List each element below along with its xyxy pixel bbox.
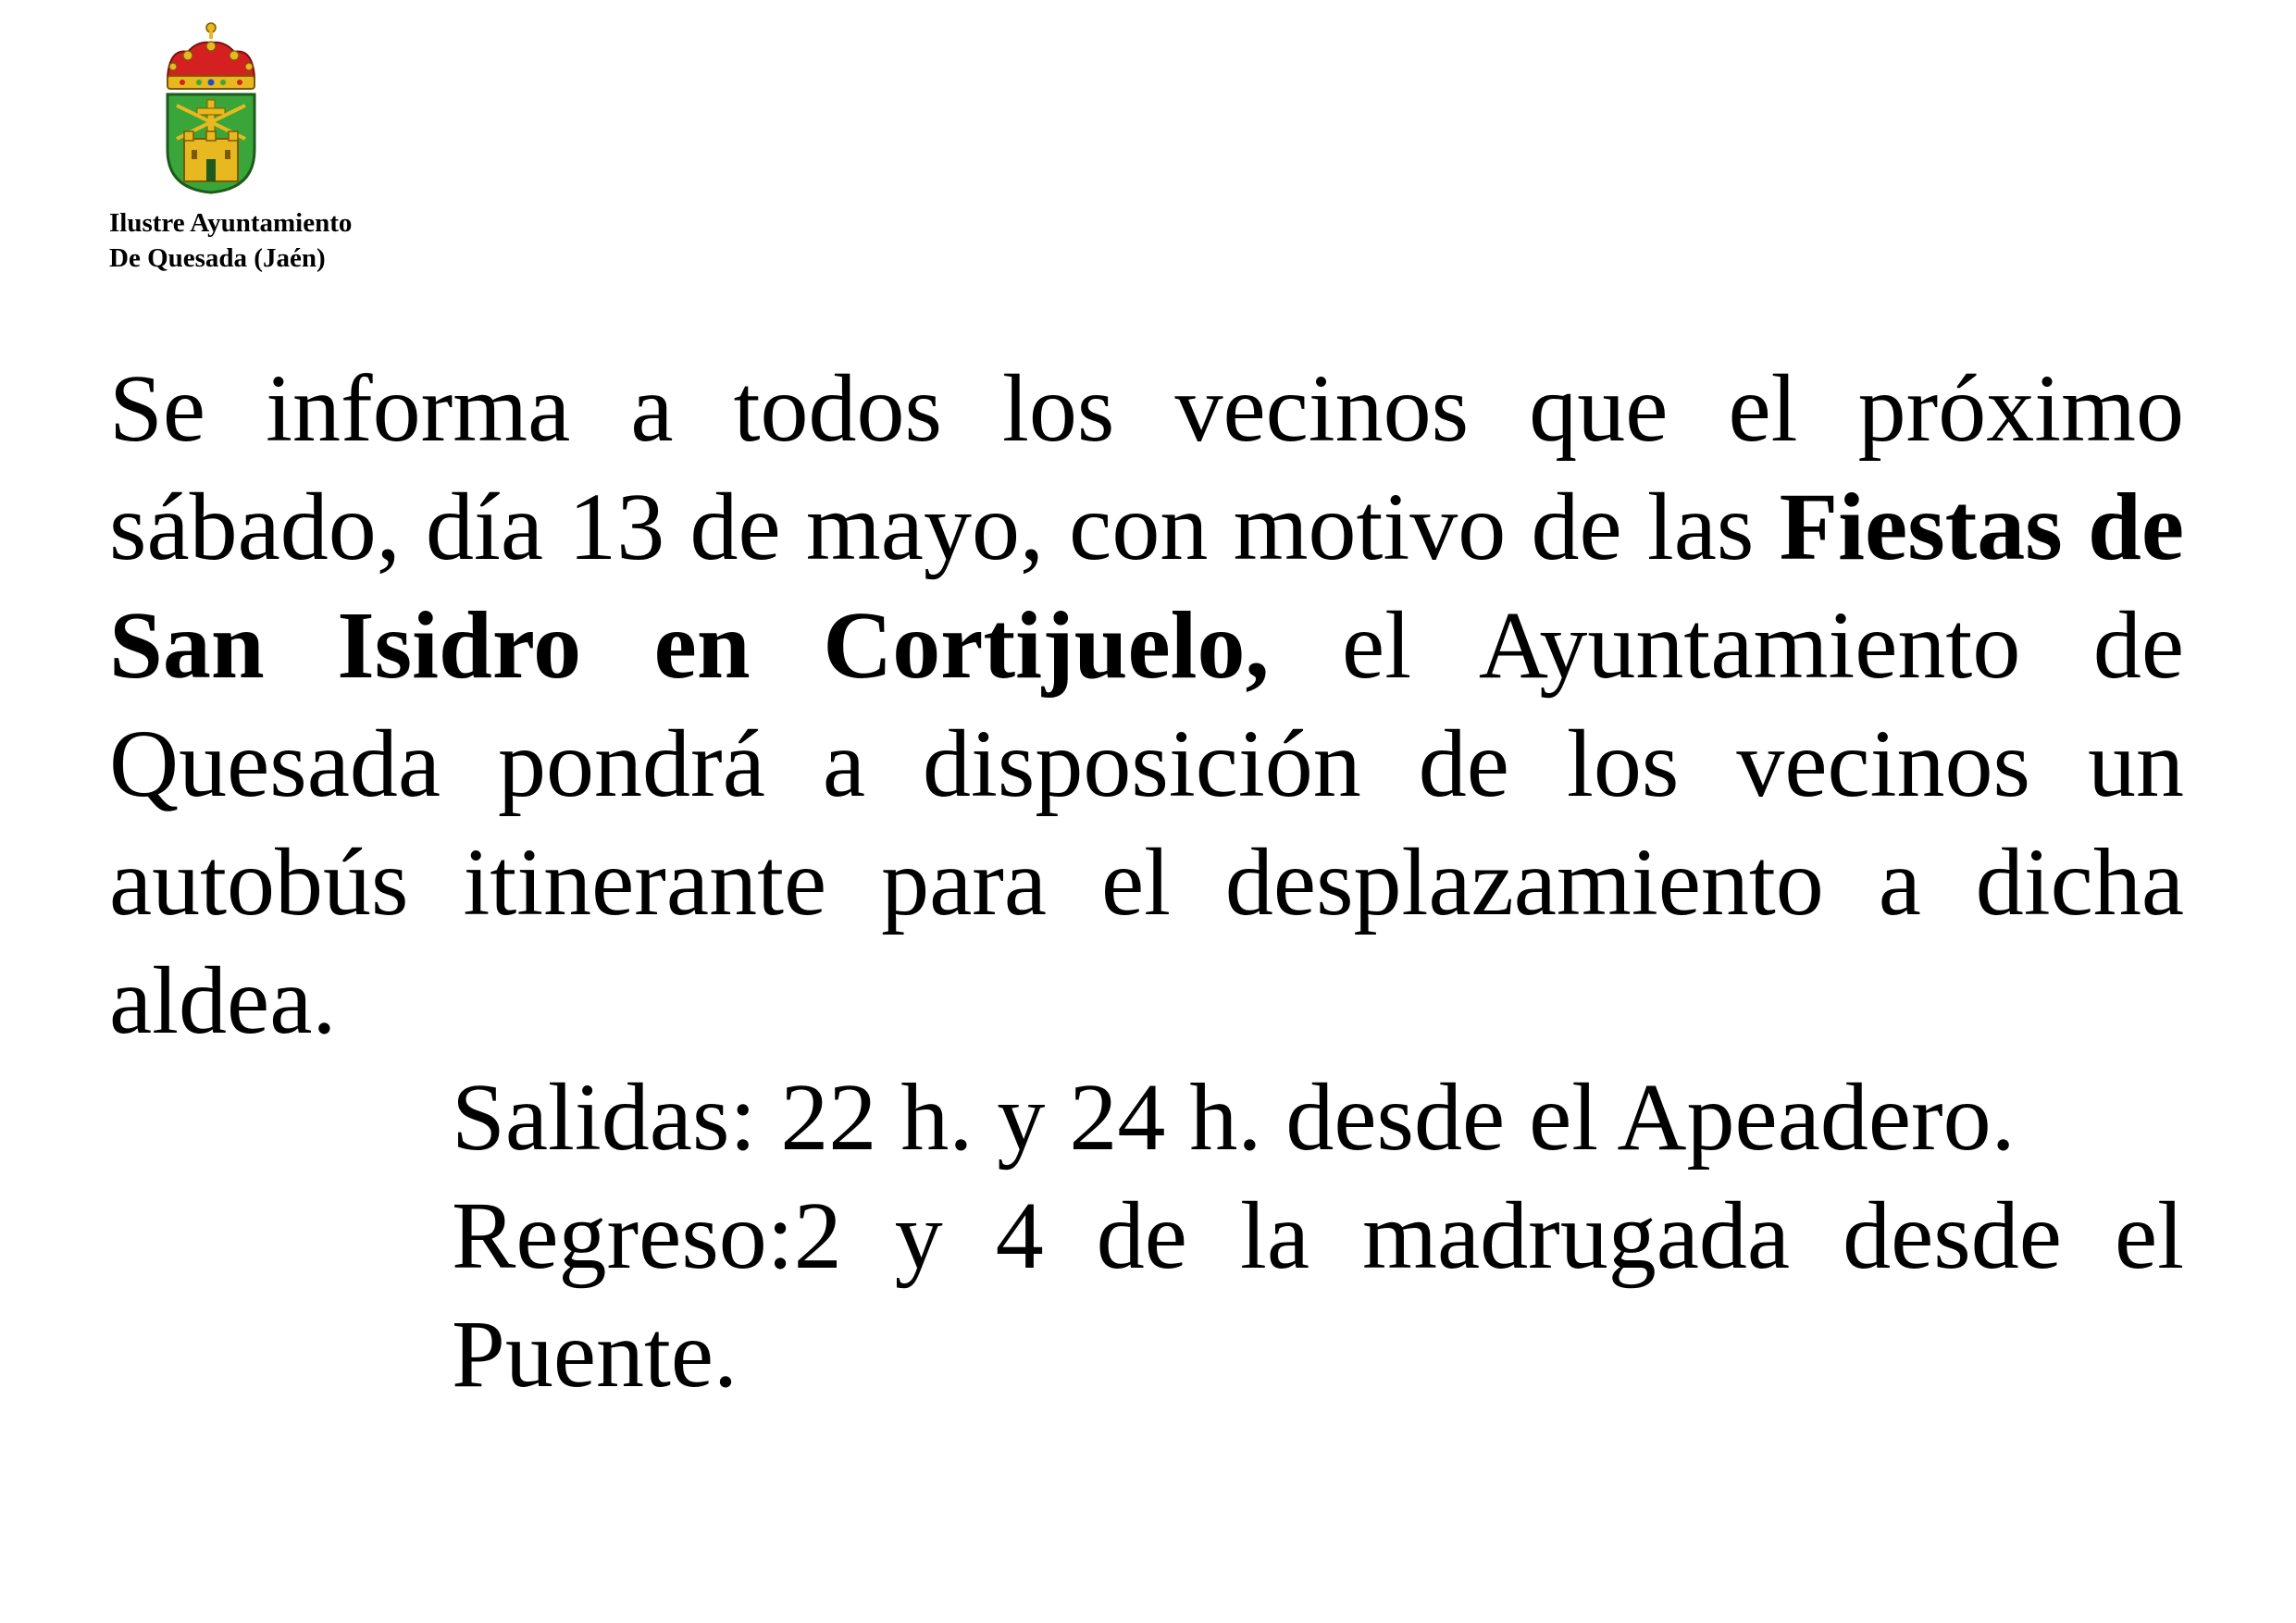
notice-body [109, 350, 2184, 1060]
coat-of-arms-icon [160, 20, 262, 196]
departures-line: Salidas: 22 h. y 24 h. desde el Apeadero. [452, 1064, 2016, 1171]
notice-intro: Se informa a todos los vecinos que el próximo sábado, día 13 de mayo, con motivo de las [109, 355, 2184, 580]
org-line-1: Ilustre Ayuntamiento [109, 208, 353, 238]
organization-name [109, 205, 352, 276]
bus-schedule [452, 1059, 2184, 1414]
event-name: Fiestas de San Isidro en Cortijuelo, [109, 474, 2184, 699]
return-line: Regreso:2 y 4 de la madrugada desde el Puente. [452, 1183, 2184, 1407]
notice-rest: el Ayuntamiento de Quesada pondrá a disposición de los vecinos un autobús itinerante para el desplazamiento a dicha aldea. [109, 592, 2184, 1054]
org-line-2: De Quesada (Jaén) [109, 243, 326, 273]
